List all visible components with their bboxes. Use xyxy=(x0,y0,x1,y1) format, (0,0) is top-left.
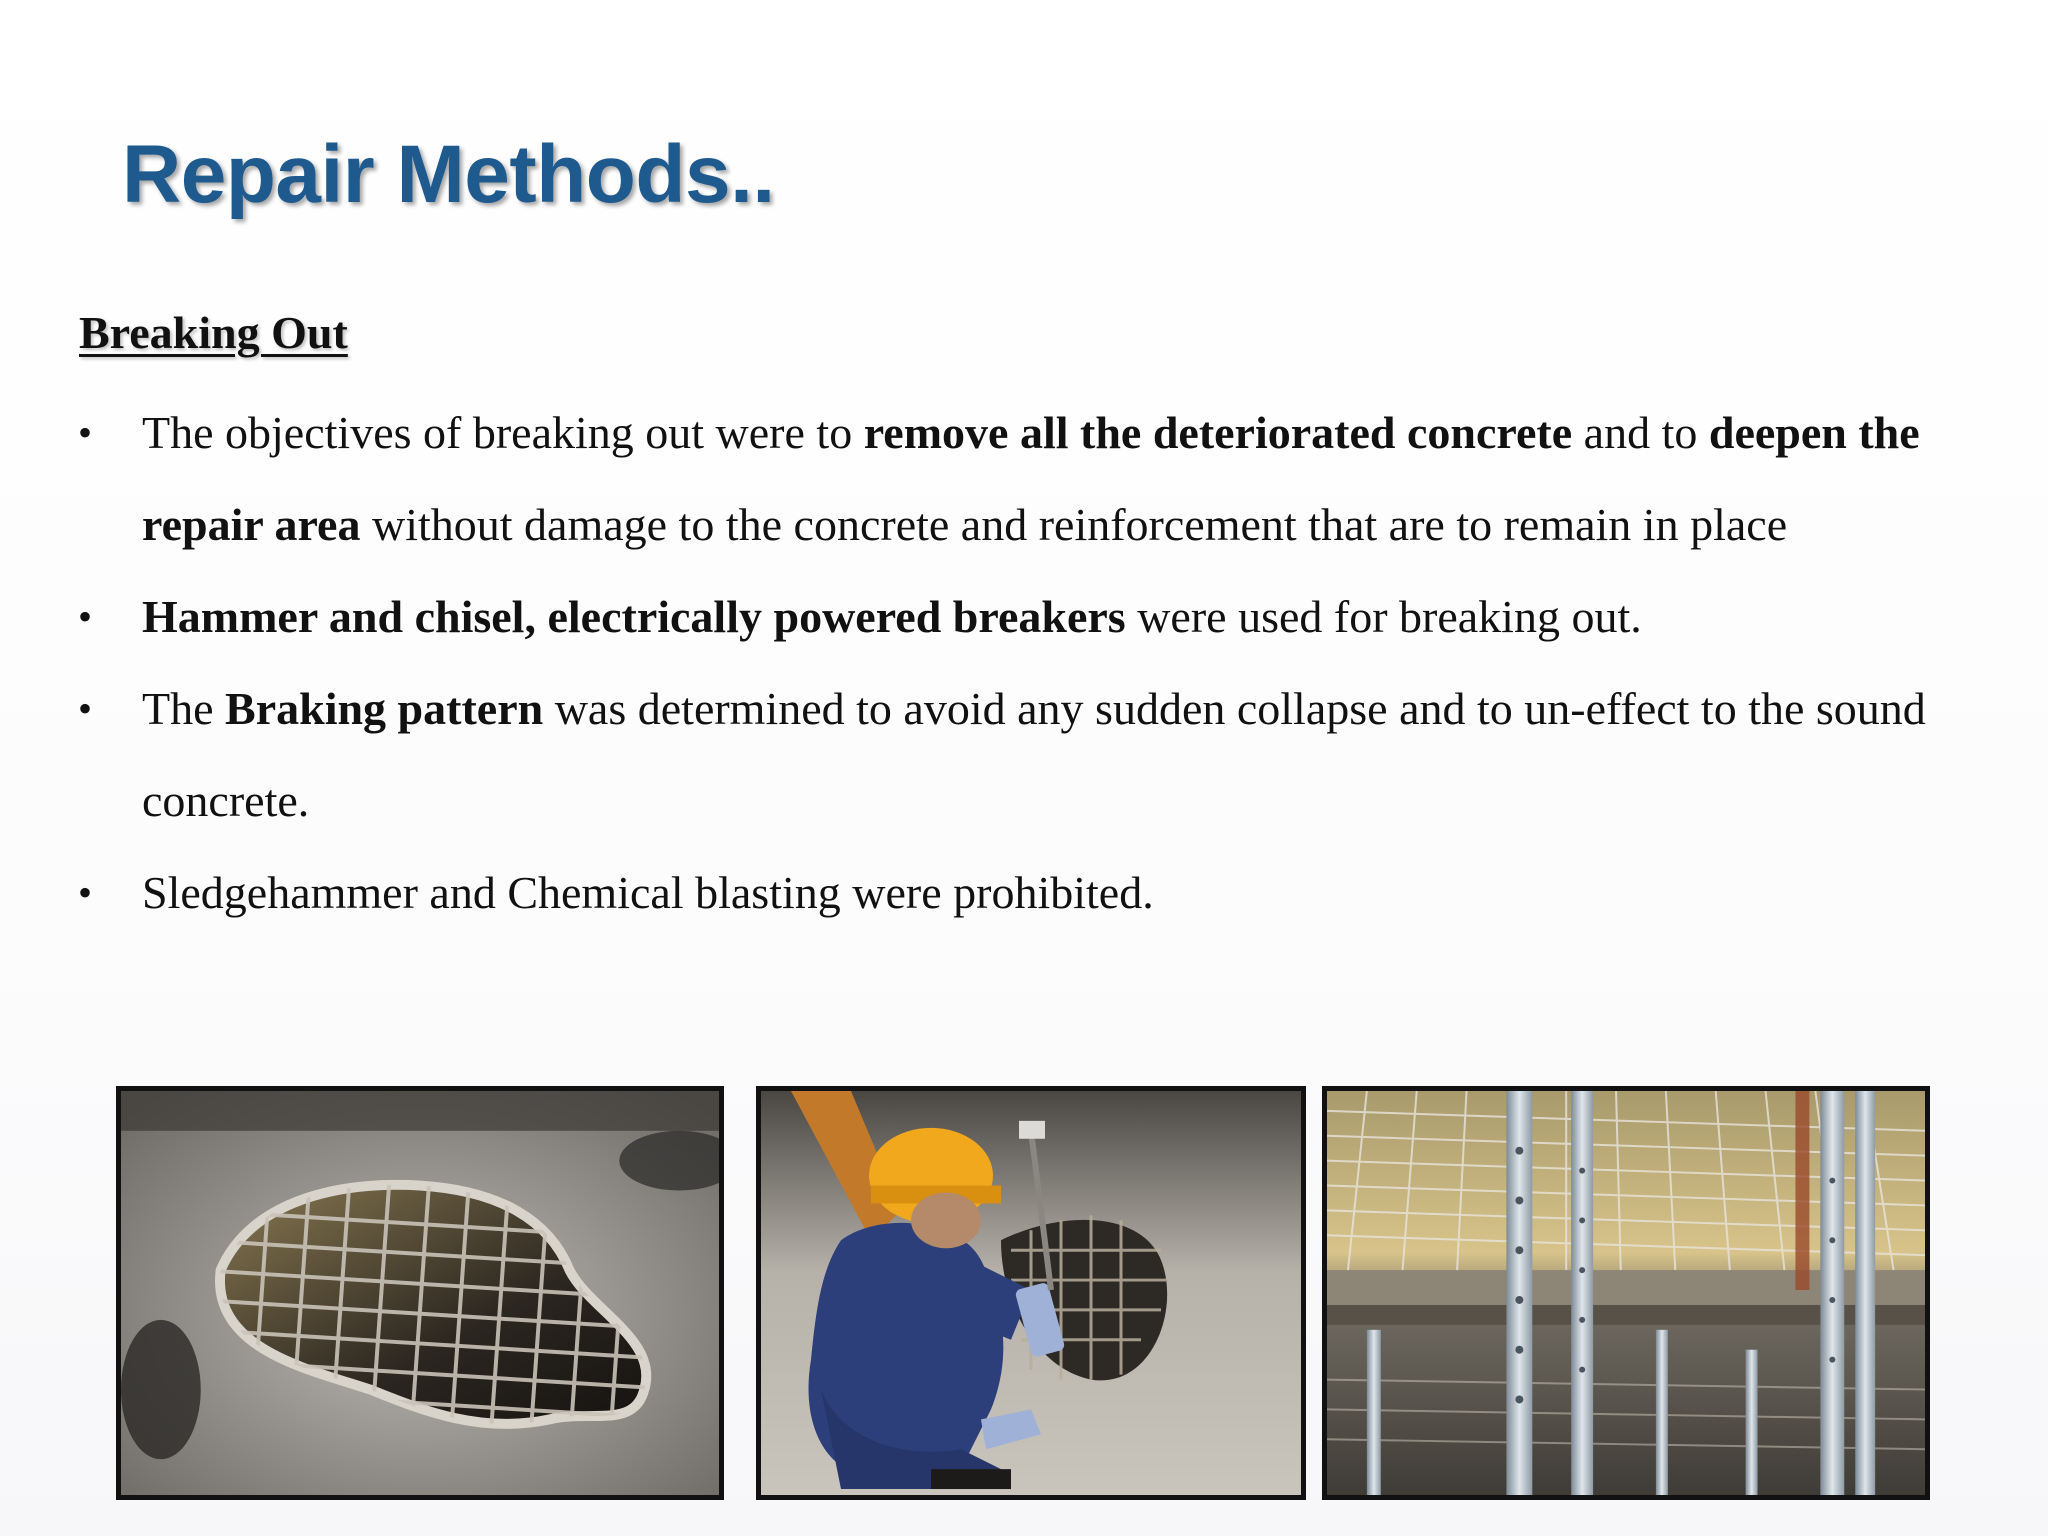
bullet-text: without damage to the concrete and reinforcement that are to remain in place xyxy=(360,499,1788,550)
bullet-text-bold: Braking pattern xyxy=(225,683,544,734)
bullet-symbol: • xyxy=(78,870,93,915)
photo-strip xyxy=(116,1086,1929,1500)
bullet-text: and to xyxy=(1572,407,1709,458)
photo-broken-slab-hole xyxy=(116,1086,724,1500)
bullet-item xyxy=(72,571,1992,663)
photo-shoring-props xyxy=(1322,1086,1930,1500)
bullet-symbol: • xyxy=(78,410,93,455)
bullet-symbol: • xyxy=(78,594,93,639)
bullet-text-bold: Hammer and chisel, electrically powered breakers xyxy=(142,591,1126,642)
bullet-item xyxy=(72,847,1992,939)
photo-worker-chiseling xyxy=(756,1086,1306,1500)
bullet-list xyxy=(72,387,1992,939)
bullet-text: were used for breaking out. xyxy=(1125,591,1642,642)
bullet-symbol: • xyxy=(78,686,93,731)
bullet-text-bold: deepen the repair area xyxy=(142,407,1920,550)
bullet-item xyxy=(72,663,1992,847)
section-heading: Breaking Out xyxy=(79,307,348,358)
bullet-text: Sledgehammer and Chemical blasting were prohibited. xyxy=(142,867,1154,918)
bullet-text: The xyxy=(142,683,226,734)
bullet-text: was determined to avoid any sudden collapse and to un-effect to the sound concrete. xyxy=(142,683,1926,826)
bullet-text-bold: remove all the deteriorated concrete xyxy=(863,407,1573,458)
bullet-text: The objectives of breaking out were to xyxy=(142,407,864,458)
slide-title: Repair Methods.. xyxy=(122,129,775,220)
bullet-item xyxy=(72,387,1992,571)
